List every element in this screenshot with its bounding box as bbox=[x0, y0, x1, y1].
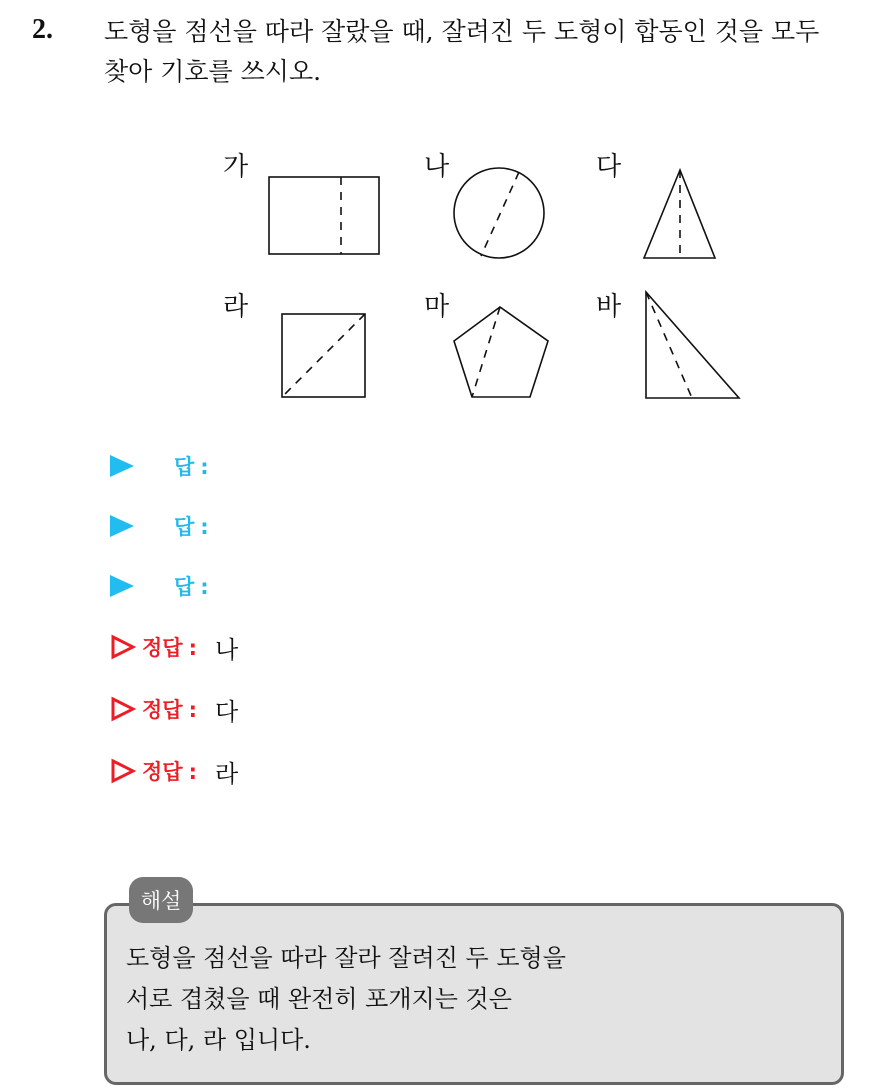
figure-label-ma: 마 bbox=[424, 292, 450, 322]
explanation-line: 나, 다, 라 입니다. bbox=[126, 1026, 311, 1054]
correct-answer-value: 나 bbox=[214, 635, 239, 664]
figure-label-na: 나 bbox=[424, 152, 450, 182]
correct-answer-row bbox=[110, 756, 238, 786]
explanation-text bbox=[126, 938, 826, 1061]
correct-answer-row bbox=[110, 694, 238, 724]
correct-answer-label: 정답 : bbox=[142, 698, 197, 722]
figure-label-ba: 바 bbox=[596, 292, 622, 322]
correct-answer-label: 정답 : bbox=[142, 636, 197, 660]
isosceles-triangle-figure bbox=[644, 170, 715, 258]
answer-row bbox=[110, 451, 209, 481]
explanation-line: 서로 겹쳤을 때 완전히 포개지는 것은 bbox=[126, 985, 512, 1013]
question-text: 도형을 점선을 따라 잘랐을 때, 잘려진 두 도형이 합동인 것을 모두 찾아 기호를 쓰시오. bbox=[104, 17, 820, 86]
play-triangle-icon bbox=[110, 455, 134, 477]
explanation-tag: 해설 bbox=[129, 877, 193, 923]
question-number: 2. bbox=[32, 14, 53, 45]
explanation-line: 도형을 점선을 따라 잘라 잘려진 두 도형을 bbox=[126, 944, 566, 972]
correct-answer-value: 다 bbox=[214, 697, 239, 726]
outline-triangle-icon bbox=[110, 634, 136, 660]
figure-label-ra: 라 bbox=[223, 292, 249, 322]
outline-triangle-icon bbox=[110, 758, 136, 784]
play-triangle-icon bbox=[110, 575, 134, 597]
right-triangle-figure bbox=[646, 292, 739, 398]
figure-label-ga: 가 bbox=[223, 152, 249, 182]
correct-answer-row bbox=[110, 632, 238, 662]
answer-label: 답 : bbox=[174, 515, 209, 539]
outline-triangle-icon bbox=[110, 696, 136, 722]
answer-label: 답 : bbox=[174, 575, 209, 599]
play-triangle-icon bbox=[110, 515, 134, 537]
circle-figure bbox=[454, 168, 544, 258]
square-figure bbox=[282, 314, 365, 397]
rectangle-figure bbox=[269, 177, 379, 254]
pentagon-figure bbox=[454, 307, 548, 397]
correct-answer-value: 라 bbox=[214, 759, 239, 788]
figure-label-da: 다 bbox=[596, 152, 622, 182]
answer-label: 답 : bbox=[174, 455, 209, 479]
answer-row bbox=[110, 571, 209, 601]
answer-row bbox=[110, 511, 209, 541]
correct-answer-label: 정답 : bbox=[142, 760, 197, 784]
